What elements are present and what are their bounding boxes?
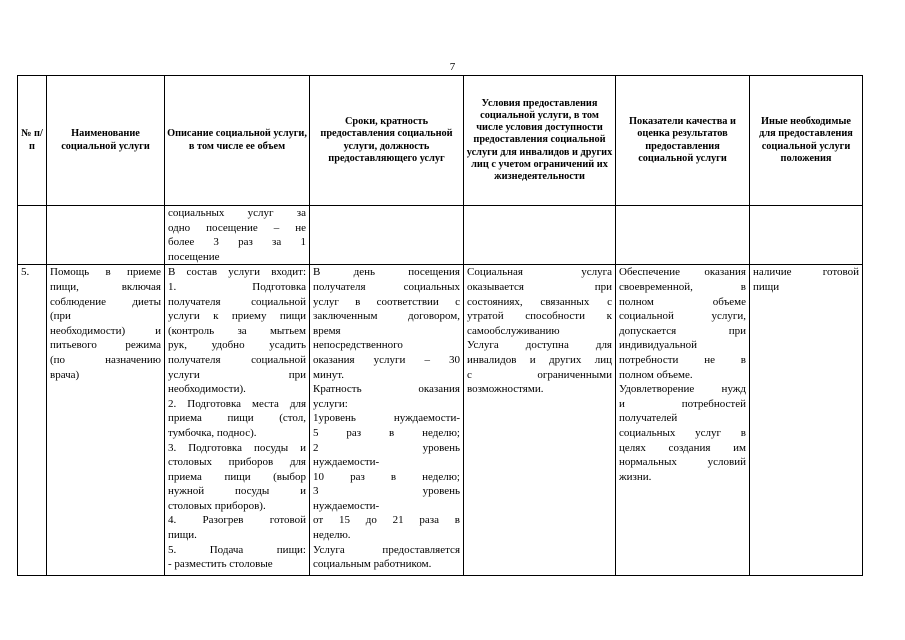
header-terms: Сроки, кратность предоставления социальной услуги, должность предоставляющего услуг	[310, 76, 464, 206]
cell-service-name	[47, 265, 165, 576]
text-line: соблюдение диеты	[50, 295, 161, 308]
text-line: пищи.	[168, 529, 197, 542]
text-line: непосредственного	[313, 339, 403, 352]
text-line: нужной посуды и	[168, 485, 306, 498]
text-line: неделю.	[313, 529, 351, 542]
text-line: полном объеме	[619, 295, 746, 308]
text-line: пищи, включая	[50, 280, 161, 293]
text-line: заключенным договором,	[313, 310, 460, 323]
text-line: необходимости).	[168, 383, 246, 396]
text-line: 2 уровень	[313, 441, 460, 454]
text-line: целях создания им	[619, 441, 746, 454]
cell-description-continued	[165, 206, 310, 265]
text-line: - разместить столовые	[168, 558, 273, 571]
text-line: инвалидов и других лиц	[467, 353, 612, 366]
text-line: посещение	[168, 250, 220, 263]
text-line: полном объеме.	[619, 368, 693, 381]
text-line: В день посещения	[313, 266, 460, 279]
text-line: услуги к приему пищи	[168, 310, 306, 323]
text-line: получателей	[619, 412, 678, 425]
header-other: Иные необходимые для предоставления социальной услуги положения	[750, 76, 863, 206]
text-line: питьевого режима	[50, 339, 161, 352]
text-line: Помощь в приеме	[50, 266, 161, 279]
text-line: оказания услуги – 30	[313, 353, 460, 366]
text-line: столовых приборов для	[168, 456, 306, 469]
text-line: приема пищи (выбор	[168, 470, 306, 483]
text-line: получателя социальной	[168, 295, 306, 308]
cell-empty	[464, 206, 616, 265]
text-line: Кратность оказания	[313, 383, 460, 396]
text-line: 2. Подготовка места для	[168, 397, 306, 410]
text-line: 4. Разогрев готовой	[168, 514, 306, 527]
text-line: состояниях, связанных с	[467, 295, 612, 308]
text-line: оказывается при	[467, 280, 612, 293]
text-line: 5 раз в неделю;	[313, 426, 460, 439]
text-line: 1. Подготовка	[168, 280, 306, 293]
table-row-continuation	[18, 206, 863, 265]
text-line: Обеспечение оказания	[619, 266, 746, 279]
text-line: социальных услуг за	[168, 207, 306, 219]
text-line: Социальная услуга	[467, 266, 612, 279]
text-line: индивидуальной	[619, 339, 698, 352]
table-header-row	[18, 76, 863, 206]
cell-empty	[310, 206, 464, 265]
header-quality: Показатели качества и оценка результатов предоставления социальной услуги	[616, 76, 750, 206]
header-service-name: Наименование социальной услуги	[47, 76, 165, 206]
text-line: социальной услуги,	[619, 310, 746, 323]
cell-empty	[750, 206, 863, 265]
text-line: своевременной, в	[619, 280, 746, 293]
text-line: время	[313, 324, 341, 337]
cell-conditions	[464, 265, 616, 576]
text-line: 1уровень нуждаемости-	[313, 412, 460, 425]
text-line: наличие готовой	[753, 266, 859, 279]
text-line: столовых приборов).	[168, 499, 266, 512]
text-line: В состав услуги входит:	[168, 266, 306, 279]
cell-empty	[616, 206, 750, 265]
cell-quality	[616, 265, 750, 576]
text-line: услуги при	[168, 368, 306, 381]
text-line: 3 уровень	[313, 485, 460, 498]
text-line: (контроль за мытьем	[168, 324, 306, 337]
text-line: социальным работником.	[313, 558, 432, 571]
text-line: нормальных условий	[619, 456, 746, 469]
text-line: с ограниченными	[467, 368, 612, 381]
text-line: допускается при	[619, 324, 746, 337]
cell-description	[165, 265, 310, 576]
text-line: более 3 раз за 1	[168, 236, 306, 249]
text-line: Удовлетворение нужд	[619, 383, 746, 396]
text-line: социальных услуг в	[619, 426, 746, 439]
text-line: нуждаемости-	[313, 499, 380, 512]
header-description: Описание социальной услуги, в том числе ее объем	[165, 76, 310, 206]
table-row-service	[18, 265, 863, 576]
header-number: № п/п	[18, 76, 47, 206]
text-line: нуждаемости-	[313, 456, 380, 469]
text-line: потребности не в	[619, 353, 746, 366]
cell-other	[750, 265, 863, 576]
cell-empty	[18, 206, 47, 265]
text-line: врача)	[50, 368, 80, 381]
text-line: необходимости) и	[50, 324, 161, 337]
cell-number: 5.	[18, 265, 47, 576]
text-line: услуги:	[313, 397, 348, 410]
text-line: и потребностей	[619, 397, 746, 410]
text-line: рук, удобно усадить	[168, 339, 306, 352]
text-line: тумбочка, поднос).	[168, 426, 257, 439]
cell-empty	[47, 206, 165, 265]
text-line: одно посещение – не	[168, 221, 306, 234]
text-line: услуг в соответствии с	[313, 295, 460, 308]
text-line: Услуга предоставляется	[313, 543, 460, 556]
text-line: от 15 до 21 раза в	[313, 514, 460, 527]
text-line: самообслуживанию	[467, 324, 560, 337]
text-line: возможностями.	[467, 383, 544, 396]
text-line: утратой способности к	[467, 310, 612, 323]
text-line: (по назначению	[50, 353, 161, 366]
text-line: жизни.	[619, 470, 652, 483]
text-line: минут.	[313, 368, 344, 381]
header-conditions: Условия предоставления социальной услуги, в том числе условия доступности предоставления социальной услуги для инвалидов и других лиц с учетом ограничений их жизнедеятельности	[464, 76, 616, 206]
text-line: получателя социальной	[168, 353, 306, 366]
text-line: приема пищи (стол,	[168, 412, 306, 425]
page-number: 7	[449, 61, 456, 73]
text-line: 10 раз в неделю;	[313, 470, 460, 483]
text-line: 3. Подготовка посуды и	[168, 441, 306, 454]
cell-terms	[310, 265, 464, 576]
text-line: получателя социальных	[313, 280, 460, 293]
text-line: пищи	[753, 280, 780, 293]
text-line: Услуга доступна для	[467, 339, 612, 352]
text-line: 5. Подача пищи:	[168, 543, 306, 556]
text-line: (при	[50, 310, 71, 323]
services-table	[17, 75, 863, 576]
